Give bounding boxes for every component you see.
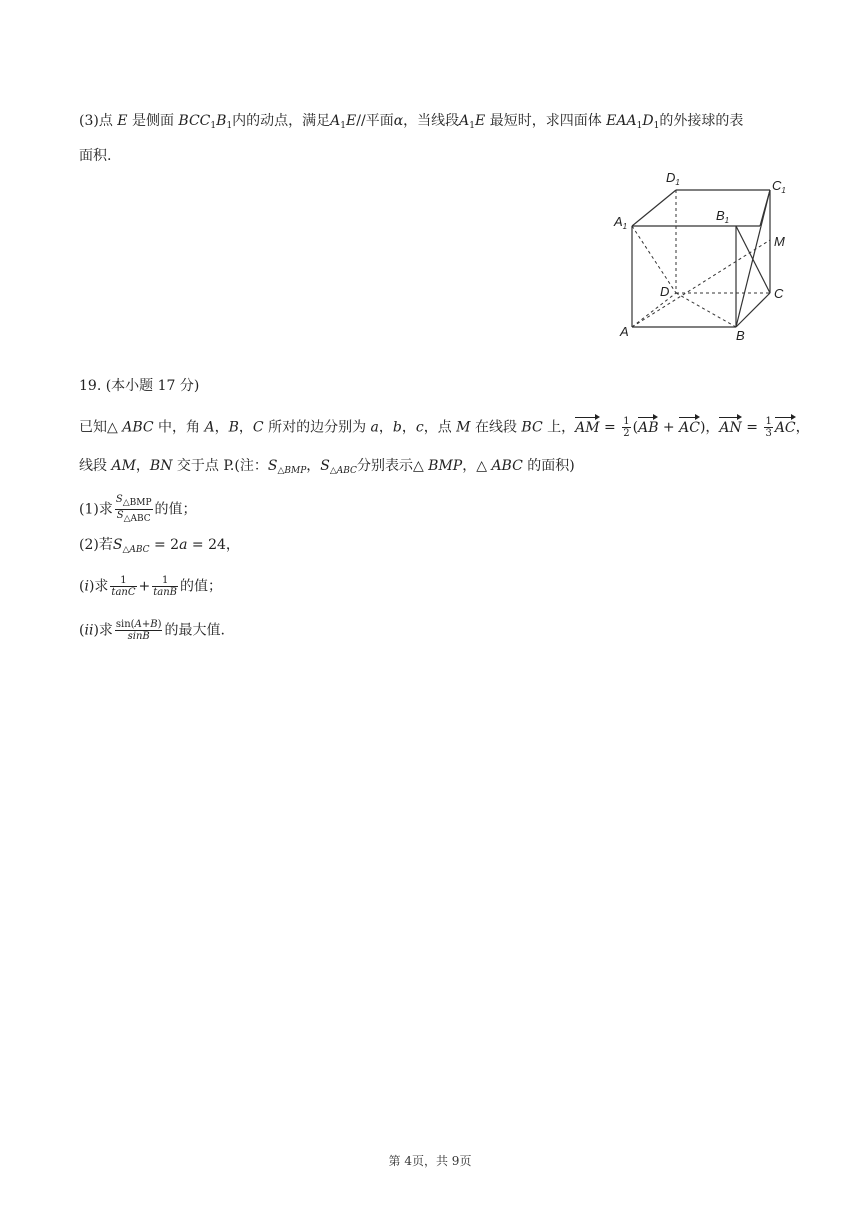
label-C: C — [774, 286, 784, 301]
q19-header: 19. (本小题 17 分) — [79, 378, 200, 394]
page-footer: 第 4页，共 9页 — [388, 1154, 472, 1168]
label-A: A — [620, 324, 629, 339]
q18-part3-line1: (3)点 E 是侧面 $BCC_1B_1$内的动点，满足$A_1E//$平面α，当线段$A_1E$ 最短时，求四面体 $EAA_1D_1$的外接球的表 — [79, 113, 744, 131]
label-D: D — [660, 284, 670, 299]
cube-figure — [608, 160, 798, 346]
q19-line2: 线段 AM，BN 交于点 P.(注：$S_{\triangle BMP}$，$S_{\triangle ABC}$分别表示△ BMP，△ ABC 的面积) — [79, 458, 575, 476]
label-C1: $C_1$ — [772, 178, 786, 195]
label-B: B — [736, 328, 745, 343]
q19-line1: 已知△ ABC 中，角 A，B，C 所对的边分别为 a，b，c，点 M 在线段 BC 上，AM = $\frac{1}{2}$ (AB + AC)，AN = $\frac{1}{3}$ AC， — [79, 416, 810, 439]
label-A1: $A_1$ — [614, 214, 628, 231]
q19-part2-i: (i)求 $\frac{1}{\tan C}$ + $\frac{1}{\tan B}$ 的值； — [79, 575, 223, 598]
label-M: M — [774, 234, 785, 249]
label-B1: $B_1$ — [716, 208, 730, 225]
q19-part1: (1)求 $\frac{S_{\triangle BMP}}{S_{\triangle ABC}}$ 的值； — [79, 494, 197, 524]
q18-part3-line2: 面积. — [79, 148, 112, 164]
q19-part2: (2)若$S_{\triangle ABC} = 2a = 24$， — [79, 537, 240, 555]
label-D1: $D_1$ — [666, 170, 680, 187]
q19-part2-ii: (ii)求 $\frac{\sin(A+B)}{\sin B}$ 的最大值. — [79, 619, 225, 642]
